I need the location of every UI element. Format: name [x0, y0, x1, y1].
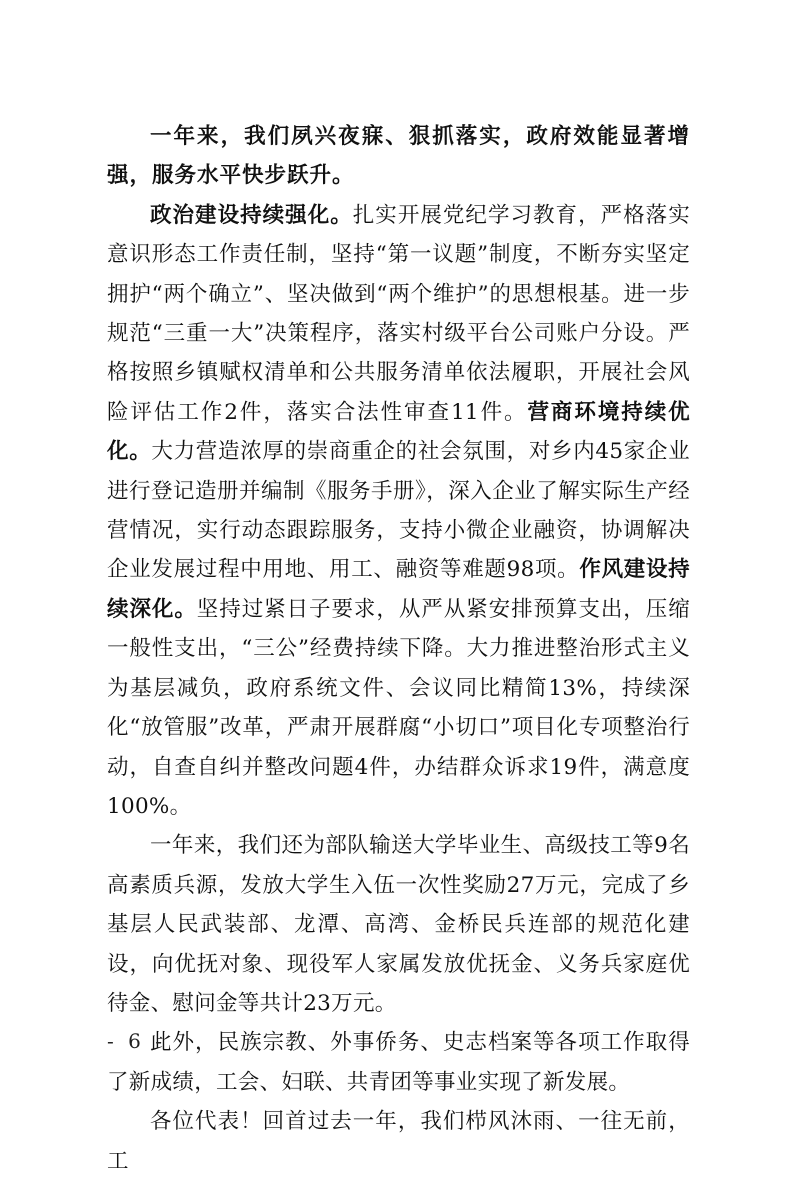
paragraph-representatives: 各位代表！回首过去一年，我们栉风沐雨、一往无前，工: [107, 1109, 690, 1174]
lead-business-environment: 营商环境持续优化。: [107, 399, 690, 465]
text-political-building: 扎实开展党纪学习教育，严格落实意识形态工作责任制，坚持“第一议题”制度，不断夯实坚定拥护“两个确立”、坚决做到“两个维护”的思想根基。进一步规范“三重一大”决策程序，落实村级平台公司账户分设。严格按照乡镇赋权清单和公共服务清单依法履职，开展社会风险评估工作2件，落实合法性审查11件。: [107, 202, 690, 425]
paragraph-political-business-style: [107, 196, 690, 827]
lead-political-building: 政治建设持续强化。: [150, 202, 353, 228]
page-number: - 6 -: [107, 1029, 166, 1053]
document-body: [107, 117, 690, 1181]
text-business-environment: 大力营造浓厚的崇商重企的社会氛围，对乡内45家企业进行登记造册并编制《服务手册》，深入企业了解实际生产经营情况，实行动态跟踪服务，支持小微企业融资，协调解决企业发展过程中用地、用工、融资等难题98项。: [107, 439, 690, 583]
lead-work-style: 作风建设持续深化。: [107, 557, 690, 622]
paragraph-military-support: 一年来，我们还为部队输送大学毕业生、高级技工等9名高素质兵源，发放大学生入伍一次性奖励27万元，完成了乡基层人民武装部、龙潭、高湾、金桥民兵连部的规范化建设，向优抚对象、现役军人家属发放优抚金、义务兵家庭优待金、慰问金等共计23万元。: [107, 833, 690, 1016]
section-heading: 一年来，我们夙兴夜寐、狠抓落实，政府效能显著增强，服务水平快步跃升。: [107, 124, 690, 189]
text-work-style: 坚持过紧日子要求，从严从紧安排预算支出，压缩一般性支出，“三公”经费持续下降。大力推进整治形式主义为基层减负，政府系统文件、会议同比精简13%，持续深化“放管服”改革，严肃开展群腐“小切口”项目化专项整治行动，自查自纠并整改问题4件，办结群众诉求19件，满意度100%。: [107, 596, 690, 819]
paragraph-other-work: 此外，民族宗教、外事侨务、史志档案等各项工作取得了新成绩，工会、妇联、共青团等事业实现了新发展。: [107, 1030, 690, 1095]
